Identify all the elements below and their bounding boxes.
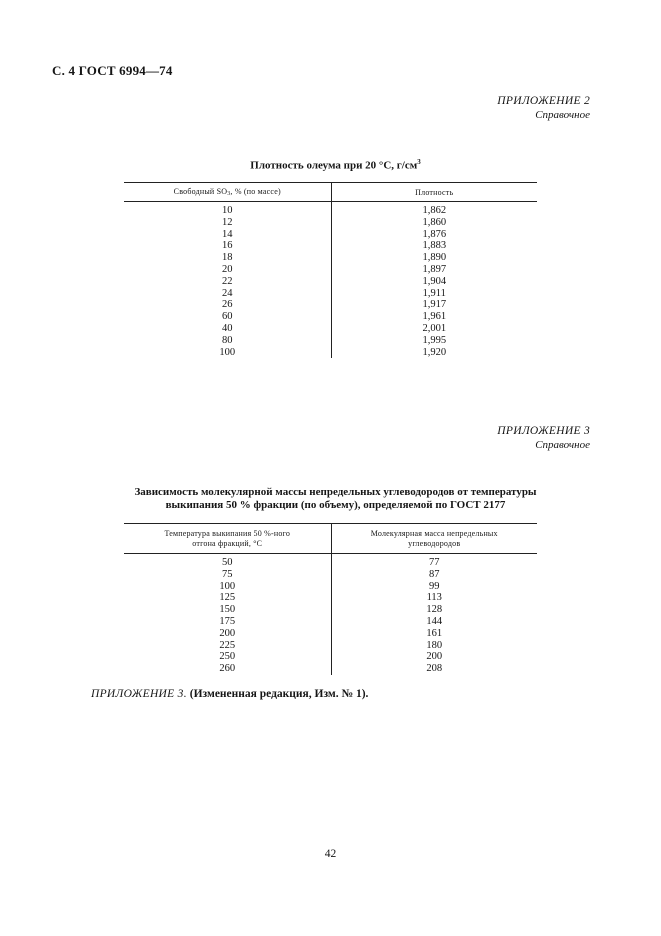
density-row-cell-2: 1,911 (422, 287, 446, 299)
appendix-2-title: ПРИЛОЖЕНИЕ 2 (497, 95, 590, 107)
mass-row (124, 581, 537, 593)
mass-row-cell-2: 208 (426, 663, 443, 675)
mass-row-cell-2: 144 (426, 615, 443, 627)
table-2-title (100, 486, 571, 512)
table-1-title (100, 156, 571, 173)
density-row-cell-2: 1,904 (422, 275, 447, 287)
mass-row-cell-1: 75 (124, 569, 331, 581)
density-row (124, 311, 537, 323)
density-row (124, 205, 537, 217)
molecular-mass-table (124, 523, 537, 675)
table-1-title-text: Плотность олеума при 20 °С, г/см (250, 159, 418, 172)
density-row-cell-1: 16 (124, 240, 331, 252)
density-row-cell-1: 14 (124, 229, 331, 241)
density-table (124, 182, 537, 358)
density-row (124, 217, 537, 229)
density-row-cell-1: 60 (124, 311, 331, 323)
density-row-cell-2: 2,001 (422, 322, 447, 334)
mass-row (124, 663, 537, 675)
appendix-2-label (497, 94, 590, 122)
density-row-cell-2: 1,883 (422, 240, 447, 252)
mass-row-cell-2: 180 (426, 639, 443, 651)
density-row-cell-1: 80 (124, 335, 331, 347)
density-row (124, 240, 537, 252)
density-row-cell-2: 1,862 (422, 205, 447, 216)
mass-row-cell-2: 87 (429, 568, 440, 580)
density-row-cell-1: 20 (124, 264, 331, 276)
mass-row-cell-1: 175 (124, 616, 331, 628)
appendix-3-label (497, 424, 590, 452)
density-row-cell-2: 1,961 (422, 311, 447, 323)
density-row-cell-2: 1,897 (422, 263, 447, 275)
density-col1-header: Свободный SO3, % (по массе) (124, 183, 331, 202)
density-row-cell-2: 1,917 (422, 299, 447, 311)
mass-row-cell-2: 161 (426, 627, 443, 639)
mass-row-cell-2: 113 (426, 592, 442, 604)
density-row-cell-1: 10 (124, 205, 331, 217)
appendix-2-subtitle: Справочное (535, 109, 590, 121)
mass-row-cell-1: 50 (124, 557, 331, 569)
mass-col2-header: Молекулярная масса непредельных углеводородов (331, 524, 537, 554)
density-row-cell-1: 26 (124, 299, 331, 311)
density-row-cell-1: 40 (124, 323, 331, 335)
page-number: 42 (324, 848, 337, 860)
density-row-cell-2: 1,890 (422, 252, 447, 264)
mass-row (124, 628, 537, 640)
table-2-title-line1: Зависимость молекулярной массы непредельных углеводородов от температуры (134, 486, 537, 498)
mass-row (124, 569, 537, 581)
density-row-cell-1: 24 (124, 288, 331, 300)
mass-row-cell-1: 150 (124, 604, 331, 616)
density-row (124, 335, 537, 347)
density-row-cell-2: 1,995 (422, 334, 447, 346)
density-row-cell-1: 100 (124, 347, 331, 359)
mass-row-cell-2: 128 (426, 604, 443, 616)
density-row-cell-2: 1,860 (422, 216, 447, 228)
density-row (124, 288, 537, 300)
density-row-cell-2: 1,920 (422, 346, 447, 358)
mass-row-cell-1: 200 (124, 628, 331, 640)
amendment-note-italic: ПРИЛОЖЕНИЕ 3. (91, 688, 187, 700)
mass-row (124, 651, 537, 663)
mass-row (124, 616, 537, 628)
mass-row-cell-2: 200 (426, 651, 443, 663)
mass-row (124, 640, 537, 652)
mass-row-cell-2: 77 (429, 557, 440, 568)
mass-row-cell-1: 260 (124, 663, 331, 675)
table-2-title-line2: выкипания 50 % фракции (по объему), определяемой по ГОСТ 2177 (165, 499, 506, 511)
mass-row-cell-1: 100 (124, 581, 331, 593)
appendix-3-subtitle: Справочное (535, 439, 590, 451)
density-row-cell-1: 12 (124, 217, 331, 229)
amendment-note (91, 688, 368, 700)
density-row (124, 347, 537, 359)
density-row (124, 323, 537, 335)
density-row (124, 264, 537, 276)
mass-row-cell-1: 125 (124, 592, 331, 604)
density-row (124, 299, 537, 311)
appendix-3-title: ПРИЛОЖЕНИЕ 3 (497, 425, 590, 437)
density-row (124, 229, 537, 241)
density-row (124, 252, 537, 264)
mass-row (124, 604, 537, 616)
density-row-cell-1: 18 (124, 252, 331, 264)
mass-row-cell-1: 250 (124, 651, 331, 663)
mass-row-cell-2: 99 (429, 580, 440, 592)
density-row-cell-2: 1,876 (422, 228, 447, 240)
table-1-title-sup: 3 (417, 158, 421, 166)
density-row-cell-1: 22 (124, 276, 331, 288)
mass-row-cell-1: 225 (124, 640, 331, 652)
density-col2-header: Плотность (331, 183, 537, 202)
amendment-note-bold: (Измененная редакция, Изм. № 1). (189, 688, 369, 700)
mass-col1-header: Температура выкипания 50 %-ного отгона фракций, °С (124, 524, 331, 554)
density-row (124, 276, 537, 288)
mass-row (124, 592, 537, 604)
mass-row (124, 557, 537, 569)
document-header: С. 4 ГОСТ 6994—74 (52, 63, 173, 78)
